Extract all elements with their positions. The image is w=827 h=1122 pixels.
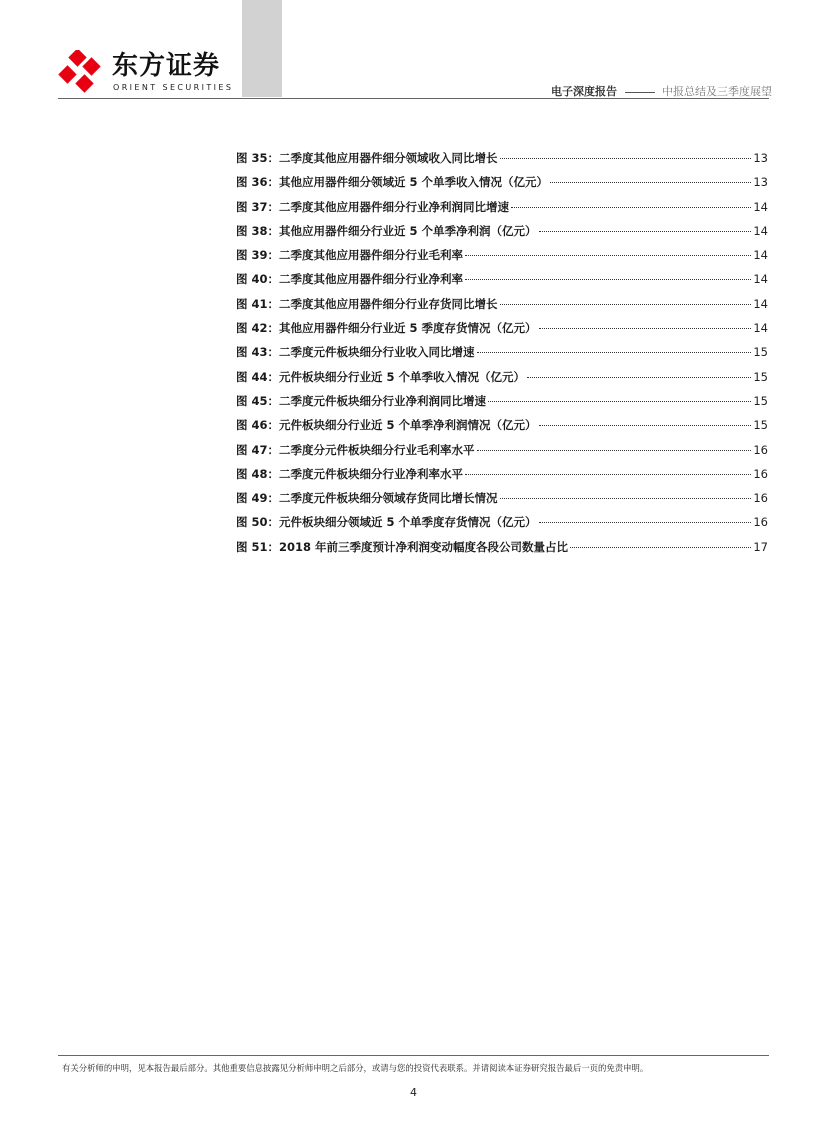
toc-dot-leader xyxy=(500,158,752,159)
header-divider xyxy=(58,98,769,99)
toc-entry[interactable] xyxy=(236,369,768,393)
toc-entry-title: 图 39：二季度其他应用器件细分行业毛利率 xyxy=(236,248,464,263)
toc-entry-page: 16 xyxy=(753,442,768,457)
toc-entry-title: 图 42：其他应用器件细分行业近 5 季度存货情况（亿元） xyxy=(236,321,537,336)
toc-entry-page: 16 xyxy=(753,491,768,506)
toc-entry-page: 14 xyxy=(753,321,768,336)
figure-table-of-contents xyxy=(236,150,768,563)
toc-dot-leader xyxy=(500,304,752,305)
toc-entry[interactable] xyxy=(236,150,768,174)
toc-dot-leader xyxy=(539,522,752,523)
toc-entry-title: 图 48：二季度元件板块细分行业净利率水平 xyxy=(236,466,464,481)
toc-entry-title: 图 50：元件板块细分领域近 5 个单季度存货情况（亿元） xyxy=(236,515,537,530)
toc-entry-title: 图 43：二季度元件板块细分行业收入同比增速 xyxy=(236,345,475,360)
toc-entry[interactable] xyxy=(236,247,768,271)
report-type: 电子深度报告 xyxy=(551,85,617,98)
toc-entry-title: 图 36：其他应用器件细分领域近 5 个单季收入情况（亿元） xyxy=(236,175,549,190)
toc-entry[interactable] xyxy=(236,442,768,466)
toc-entry-title: 图 49：二季度元件板块细分领域存货同比增长情况 xyxy=(236,491,498,506)
toc-entry-page: 15 xyxy=(753,393,768,408)
page-number: 4 xyxy=(410,1086,417,1099)
toc-dot-leader xyxy=(477,450,752,451)
toc-dot-leader xyxy=(465,474,751,475)
toc-entry-title: 图 38：其他应用器件细分行业近 5 个单季净利润（亿元） xyxy=(236,223,537,238)
toc-dot-leader xyxy=(539,328,752,329)
toc-entry-title: 图 51：2018 年前三季度预计净利润变动幅度各段公司数量占比 xyxy=(236,539,569,554)
toc-entry-page: 16 xyxy=(753,466,768,481)
footer-divider xyxy=(58,1055,769,1056)
toc-entry[interactable] xyxy=(236,320,768,344)
toc-dot-leader xyxy=(550,182,751,183)
toc-dot-leader xyxy=(500,498,752,499)
toc-entry-title: 图 44：元件板块细分行业近 5 个单季收入情况（亿元） xyxy=(236,369,526,384)
brand-name-cn: 东方证券 xyxy=(112,51,221,81)
toc-entry-page: 16 xyxy=(753,515,768,530)
toc-dot-leader xyxy=(570,547,751,548)
toc-dot-leader xyxy=(539,425,752,426)
report-subtitle: 中报总结及三季度展望 xyxy=(662,85,772,98)
toc-entry[interactable] xyxy=(236,174,768,198)
toc-entry[interactable] xyxy=(236,199,768,223)
toc-entry-page: 15 xyxy=(753,418,768,433)
report-header xyxy=(551,83,772,99)
toc-entry-page: 15 xyxy=(753,369,768,384)
toc-dot-leader xyxy=(511,207,751,208)
toc-dot-leader xyxy=(539,231,752,232)
toc-entry-page: 14 xyxy=(753,272,768,287)
toc-entry-title: 图 45：二季度元件板块细分行业净利润同比增速 xyxy=(236,393,487,408)
toc-entry[interactable] xyxy=(236,223,768,247)
toc-dot-leader xyxy=(488,401,751,402)
toc-entry-title: 图 40：二季度其他应用器件细分行业净利率 xyxy=(236,272,464,287)
toc-entry-page: 14 xyxy=(753,296,768,311)
toc-entry-page: 13 xyxy=(753,175,768,190)
toc-entry-page: 15 xyxy=(753,345,768,360)
toc-entry[interactable] xyxy=(236,271,768,295)
toc-entry[interactable] xyxy=(236,490,768,514)
toc-entry-title: 图 47：二季度分元件板块细分行业毛利率水平 xyxy=(236,442,475,457)
toc-entry-title: 图 46：元件板块细分行业近 5 个单季净利润情况（亿元） xyxy=(236,418,537,433)
toc-entry[interactable] xyxy=(236,417,768,441)
toc-entry-page: 14 xyxy=(753,223,768,238)
toc-entry-page: 13 xyxy=(753,151,768,165)
toc-entry-title: 图 35：二季度其他应用器件细分领域收入同比增长 xyxy=(236,151,498,165)
toc-entry[interactable] xyxy=(236,514,768,538)
toc-entry-title: 图 37：二季度其他应用器件细分行业净利润同比增速 xyxy=(236,199,510,214)
toc-dot-leader xyxy=(465,255,751,256)
toc-entry-title: 图 41：二季度其他应用器件细分行业存货同比增长 xyxy=(236,296,498,311)
toc-entry[interactable] xyxy=(236,466,768,490)
toc-entry-page: 14 xyxy=(753,248,768,263)
orient-securities-logo-icon xyxy=(58,50,106,96)
toc-entry[interactable] xyxy=(236,296,768,320)
toc-dot-leader xyxy=(527,377,751,378)
disclaimer-text: 有关分析师的申明，见本报告最后部分。其他重要信息披露见分析师申明之后部分，或请与您的投资代表联系。并请阅读本证券研究报告最后一页的免责申明。 xyxy=(62,1063,649,1073)
toc-entry-page: 14 xyxy=(753,199,768,214)
toc-entry[interactable] xyxy=(236,344,768,368)
toc-entry[interactable] xyxy=(236,393,768,417)
toc-dot-leader xyxy=(465,279,751,280)
header-dash xyxy=(625,92,655,93)
header-gray-band xyxy=(242,0,282,97)
brand-name-en: ORIENT SECURITIES xyxy=(113,83,234,92)
toc-entry[interactable] xyxy=(236,539,768,563)
toc-dot-leader xyxy=(477,352,752,353)
toc-entry-page: 17 xyxy=(753,539,768,554)
